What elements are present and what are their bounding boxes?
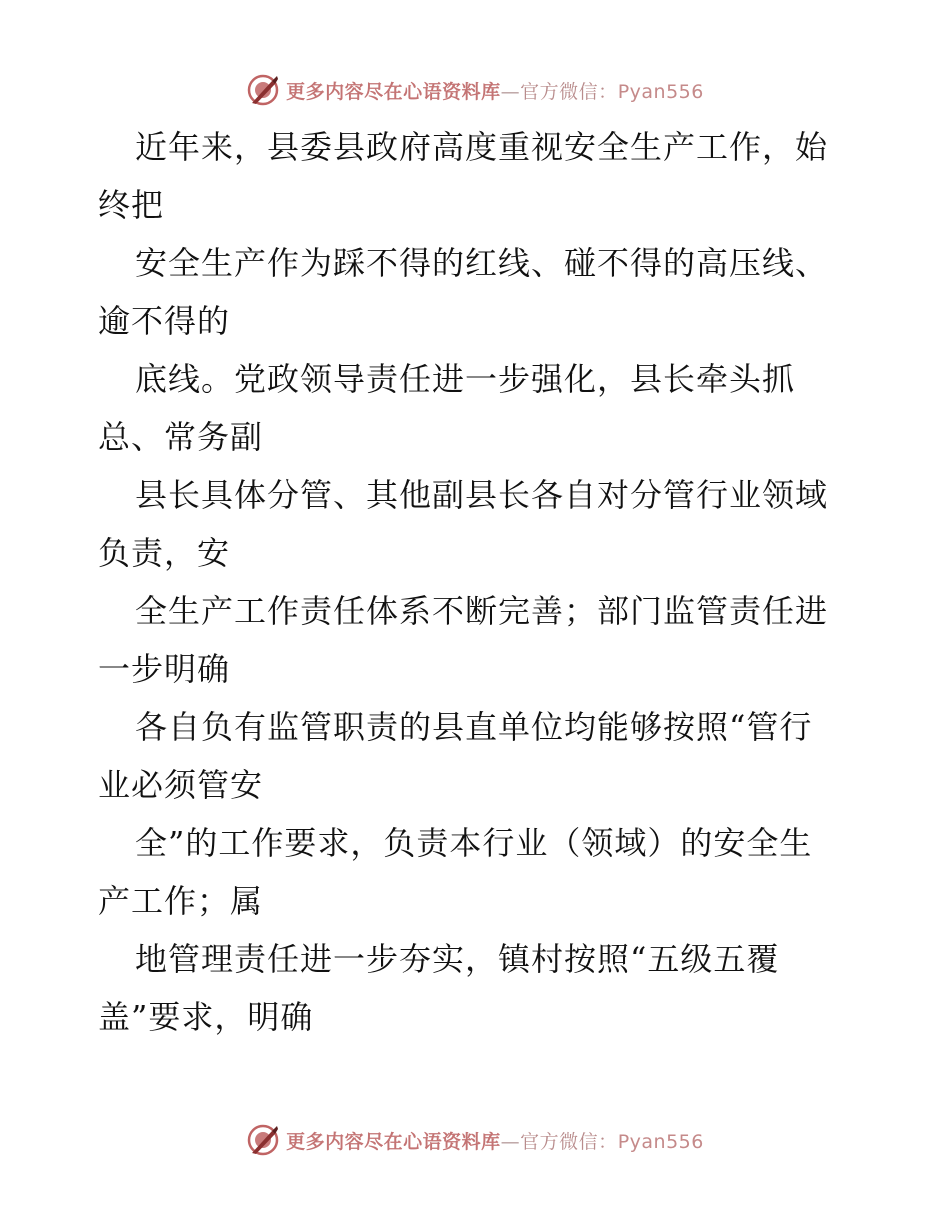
text-line: 安全生产作为踩不得的红线、碰不得的高压线、	[135, 244, 829, 282]
watermark-text	[286, 77, 704, 104]
watermark-text	[286, 1127, 704, 1154]
watermark-footer	[0, 1120, 950, 1160]
text-line: 近年来，县委县政府高度重视安全生产工作，始	[135, 128, 829, 166]
text-line: 逾不得的	[98, 302, 231, 340]
text-line: 总、常务副	[98, 418, 264, 456]
quill-pen-seal-icon	[246, 73, 280, 107]
watermark-separator: —	[500, 80, 521, 103]
text-line: 一步明确	[98, 650, 231, 688]
quill-pen-seal-icon	[246, 1123, 280, 1157]
text-line: 全生产工作责任体系不断完善；部门监管责任进	[135, 592, 829, 630]
watermark-wechat-id: Pyan556	[617, 1130, 704, 1153]
watermark-label: 官方微信：	[520, 1130, 618, 1153]
text-line: 县长具体分管、其他副县长各自对分管行业领域	[135, 476, 829, 514]
document-body	[98, 118, 858, 1046]
watermark-separator: —	[500, 1130, 521, 1153]
watermark-brand: 更多内容尽在心语资料库	[286, 80, 501, 103]
watermark-header	[0, 70, 950, 110]
text-line: 产工作；属	[98, 882, 264, 920]
text-line: 盖”要求，明确	[98, 998, 314, 1036]
watermark-label: 官方微信：	[520, 80, 618, 103]
text-line: 业必须管安	[98, 766, 264, 804]
text-line: 各自负有监管职责的县直单位均能够按照“管行	[135, 708, 813, 746]
text-line: 地管理责任进一步夯实，镇村按照“五级五覆	[135, 940, 780, 978]
text-line: 底线。党政领导责任进一步强化，县长牵头抓	[135, 360, 796, 398]
watermark-wechat-id: Pyan556	[617, 80, 704, 103]
text-line: 终把	[98, 186, 165, 224]
text-line: 负责，安	[98, 534, 231, 572]
watermark-brand: 更多内容尽在心语资料库	[286, 1130, 501, 1153]
text-line: 全”的工作要求，负责本行业（领域）的安全生	[135, 824, 813, 862]
